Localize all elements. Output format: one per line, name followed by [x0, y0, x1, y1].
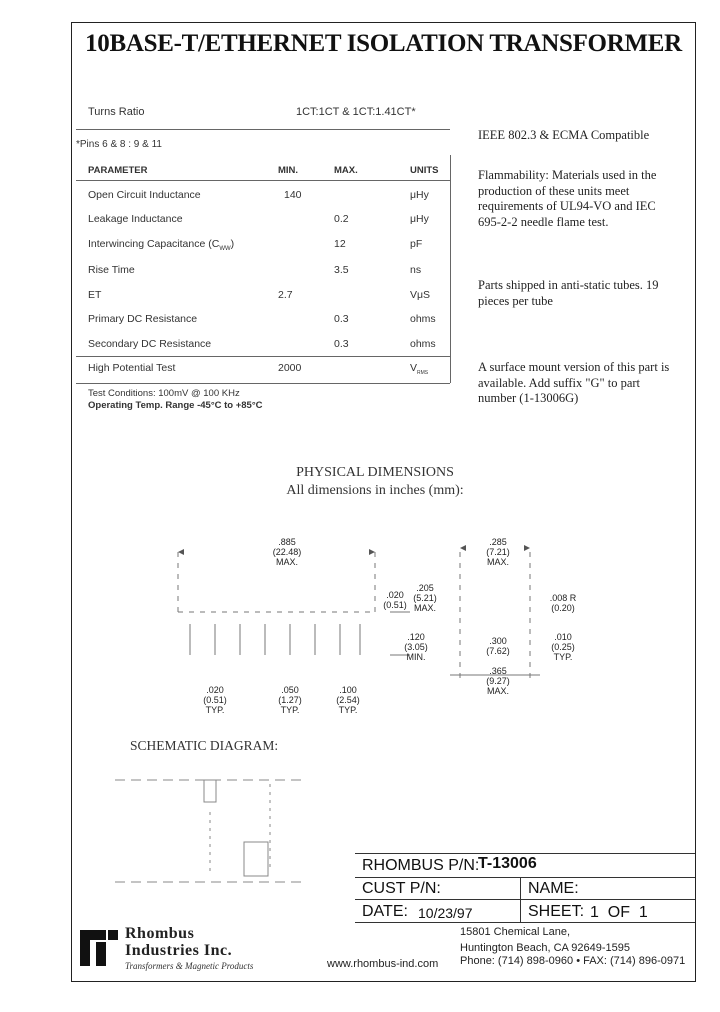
cell-max: 3.5 [334, 264, 349, 276]
dim-overall-width: .365 (9.27) MAX. [486, 666, 510, 696]
name-label: NAME: [528, 880, 579, 897]
operating-temp: Operating Temp. Range -45°C to +85°C [88, 400, 263, 411]
divider [76, 180, 450, 181]
cell-param-subscript: WW [219, 246, 231, 253]
table-right-border [450, 155, 451, 383]
cell-param: Open Circuit Inductance [88, 189, 201, 201]
company-url[interactable]: www.rhombus-ind.com [327, 958, 439, 970]
dim-height: .205 (5.21) MAX. [413, 583, 437, 613]
cell-max: 0.3 [334, 338, 349, 350]
winding [244, 842, 268, 876]
table-row [88, 362, 448, 378]
titleblock-line [355, 877, 695, 878]
company-address-1: 15801 Chemical Lane, [460, 926, 571, 938]
table-row [88, 238, 448, 254]
cell-param: ET [88, 289, 102, 301]
winding [204, 780, 216, 802]
note-compat: IEEE 802.3 & ECMA Compatible [478, 128, 650, 142]
rhombus-logo-icon [78, 926, 122, 970]
physical-dims-subtitle: All dimensions in inches (mm): [286, 483, 464, 498]
cell-max: 0.2 [334, 213, 349, 225]
cell-units: ohms [410, 313, 436, 325]
cell-units: VμS [410, 289, 431, 301]
table-header [88, 165, 448, 181]
cell-max: 0.3 [334, 313, 349, 325]
date-value: 10/23/97 [418, 905, 473, 921]
schematic-diagram [110, 772, 310, 902]
cell-units-subscript: RMS [417, 370, 429, 377]
company-tagline: Transformers & Magnetic Products [125, 961, 254, 971]
header-min: MIN. [278, 165, 299, 176]
dim-row-spacing: .300 (7.62) [486, 636, 510, 656]
turns-ratio-value: 1CT:1CT & 1CT:1.41CT* [296, 106, 416, 118]
company-name-line1: Rhombus [125, 925, 195, 942]
cell-param-close: ) [230, 238, 235, 250]
divider [76, 129, 450, 130]
cell-param: Leakage Inductance [88, 213, 183, 225]
titleblock-line [355, 899, 695, 900]
sheet-value: 1 OF 1 [590, 904, 648, 921]
cell-param: Secondary DC Resistance [88, 338, 212, 350]
turns-ratio-label: Turns Ratio [88, 106, 145, 118]
titleblock-line [355, 922, 695, 923]
dim-pin-width: .020 (0.51) TYP. [203, 685, 227, 715]
dim-thickness: .010 (0.25) TYP. [551, 632, 575, 662]
dim-radius: .008 R (0.20) [549, 593, 577, 613]
table-row [88, 189, 448, 205]
cell-units: ns [410, 264, 422, 276]
cell-param: High Potential Test [88, 362, 176, 374]
company-phone-fax: Phone: (714) 898-0960 • FAX: (714) 896-0971 [460, 955, 686, 967]
cell-units: μHy [410, 213, 429, 225]
note-flammability: Flammability: Materials used in the production of these units meet requirements of UL94-VO and IEC 695-2-2 needle flame test. [478, 168, 657, 229]
cell-units: μHy [410, 189, 429, 201]
dim-pitch-100: .100 (2.54) TYP. [336, 685, 360, 715]
table-row [88, 338, 448, 354]
table-row [88, 313, 448, 329]
company-name-line2: Industries Inc. [125, 942, 233, 959]
dim-lead-width: .020 (0.51) [383, 590, 407, 610]
cell-param-text: Interwincing Capacitance (C [88, 238, 220, 250]
cell-param: Primary DC Resistance [88, 313, 198, 325]
table-row [88, 289, 448, 305]
header-parameter: PARAMETER [88, 165, 148, 176]
table-row [88, 213, 448, 229]
cell-units: pF [410, 238, 423, 250]
sheet-label: SHEET: [528, 903, 585, 920]
header-units: UNITS [410, 165, 439, 176]
divider [76, 383, 450, 384]
divider [76, 356, 450, 357]
cell-units: ohms [410, 338, 436, 350]
cell-max: 12 [334, 238, 346, 250]
note-shipping: Parts shipped in anti-static tubes. 19 pieces per tube [478, 278, 659, 308]
test-conditions: Test Conditions: 100mV @ 100 KHz [88, 388, 240, 399]
dim-standoff: .120 (3.05) MIN. [404, 632, 428, 662]
cell-units-text: V [410, 362, 418, 374]
rhombus-pn-label: RHOMBUS P/N: [362, 857, 480, 874]
physical-dims-title: PHYSICAL DIMENSIONS [296, 465, 454, 480]
rhombus-pn-value: T-13006 [478, 855, 537, 872]
dim-pitch-050: .050 (1.27) TYP. [278, 685, 302, 715]
titleblock-line [355, 853, 695, 854]
cell-min: 2.7 [278, 289, 293, 301]
cell-min: 2000 [278, 362, 302, 374]
header-max: MAX. [334, 165, 358, 176]
cell-param: Rise Time [88, 264, 135, 276]
cell-param [88, 238, 234, 252]
company-address-2: Huntington Beach, CA 92649-1595 [460, 942, 631, 954]
page-title: 10BASE-T/ETHERNET ISOLATION TRANSFORMER [85, 30, 682, 57]
date-label: DATE: [362, 903, 408, 920]
pins-note: *Pins 6 & 8 : 9 & 11 [76, 139, 162, 150]
titleblock-divider [520, 877, 521, 922]
schematic-title: SCHEMATIC DIAGRAM: [130, 738, 279, 753]
dim-length: .885 (22.48) MAX. [272, 537, 302, 567]
cell-min: 140 [284, 189, 302, 201]
dim-width: .285 (7.21) MAX. [486, 537, 510, 567]
cust-pn-label: CUST P/N: [362, 880, 441, 897]
cell-units [410, 362, 428, 376]
table-row [88, 264, 448, 280]
note-smd-version: A surface mount version of this part is available. Add suffix "G" to part number (1-13006G) [478, 360, 670, 405]
